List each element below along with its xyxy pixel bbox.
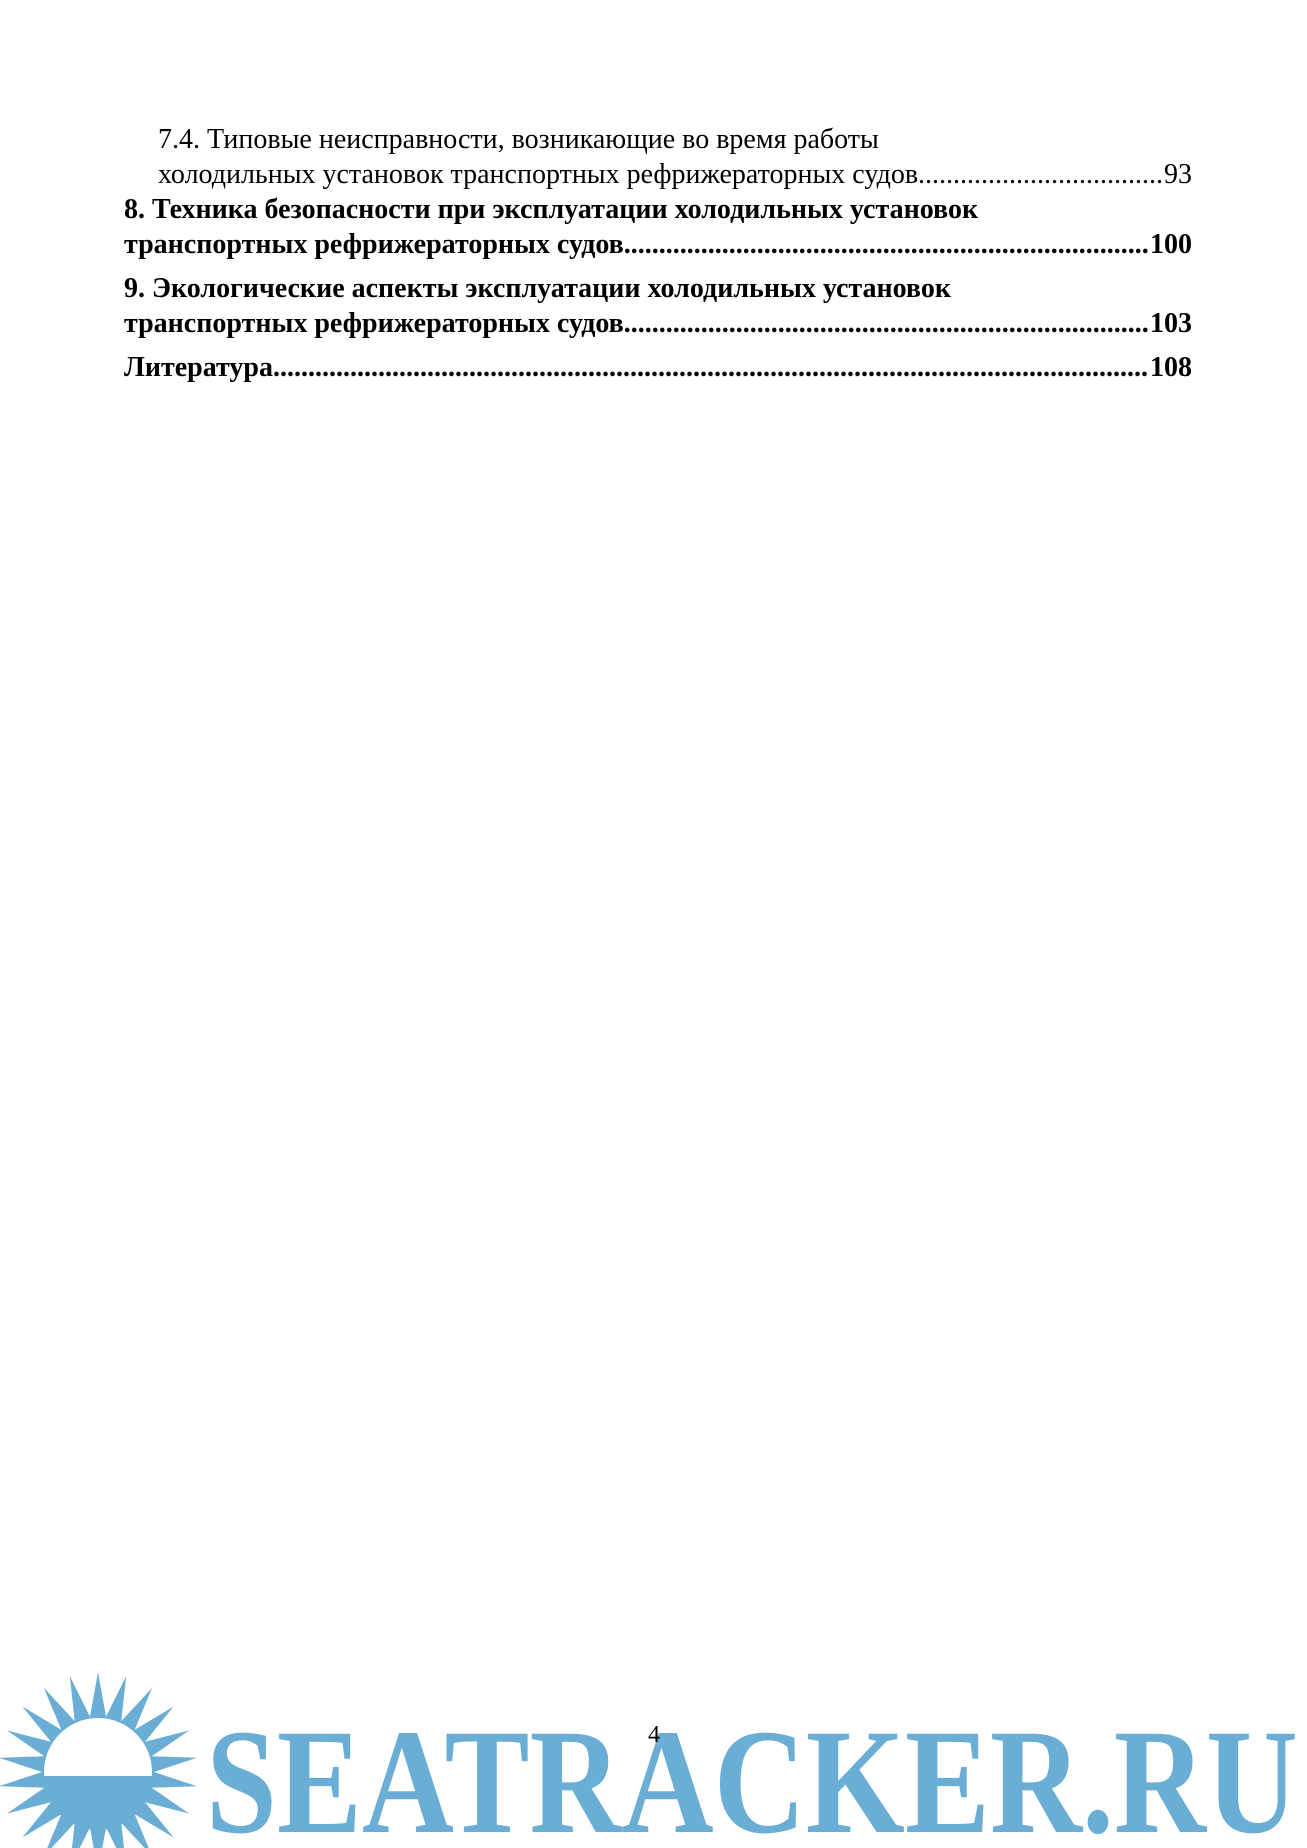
sun-icon bbox=[0, 1672, 197, 1848]
toc-entry-title-last-line: транспортных рефрижераторных судов bbox=[124, 308, 624, 339]
table-of-contents bbox=[124, 122, 1192, 385]
toc-entry-8[interactable] bbox=[124, 192, 1192, 262]
toc-entry-title-last-line: транспортных рефрижераторных судов bbox=[124, 229, 624, 260]
dot-leader bbox=[918, 157, 1162, 192]
page-number: 4 bbox=[648, 1722, 660, 1748]
toc-entry-title-last-line: холодильных установок транспортных рефрижераторных судов bbox=[158, 159, 919, 190]
dot-leader bbox=[624, 227, 1148, 262]
toc-entry-title-line: 8. Техника безопасности при эксплуатации холодильных установок bbox=[124, 194, 979, 225]
toc-entry-7-4[interactable] bbox=[124, 122, 1192, 192]
toc-page-number: 103 bbox=[1150, 308, 1192, 339]
toc-entry-literature[interactable] bbox=[124, 350, 1192, 385]
toc-entry-title-last-line: Литература bbox=[124, 352, 273, 383]
toc-page-number: 108 bbox=[1150, 352, 1192, 383]
toc-page-number: 93 bbox=[1164, 159, 1192, 190]
dot-leader bbox=[624, 306, 1148, 341]
toc-entry-9[interactable] bbox=[124, 271, 1192, 341]
seatracker-watermark bbox=[0, 1660, 1307, 1848]
toc-entry-title-line: 7.4. Типовые неисправности, возникающие во время работы bbox=[158, 124, 879, 155]
toc-page-number: 100 bbox=[1150, 229, 1192, 260]
watermark-text: SEATRACKER.RU bbox=[206, 1699, 1298, 1848]
dot-leader bbox=[273, 350, 1148, 385]
toc-entry-title-line: 9. Экологические аспекты эксплуатации холодильных установок bbox=[124, 273, 951, 304]
